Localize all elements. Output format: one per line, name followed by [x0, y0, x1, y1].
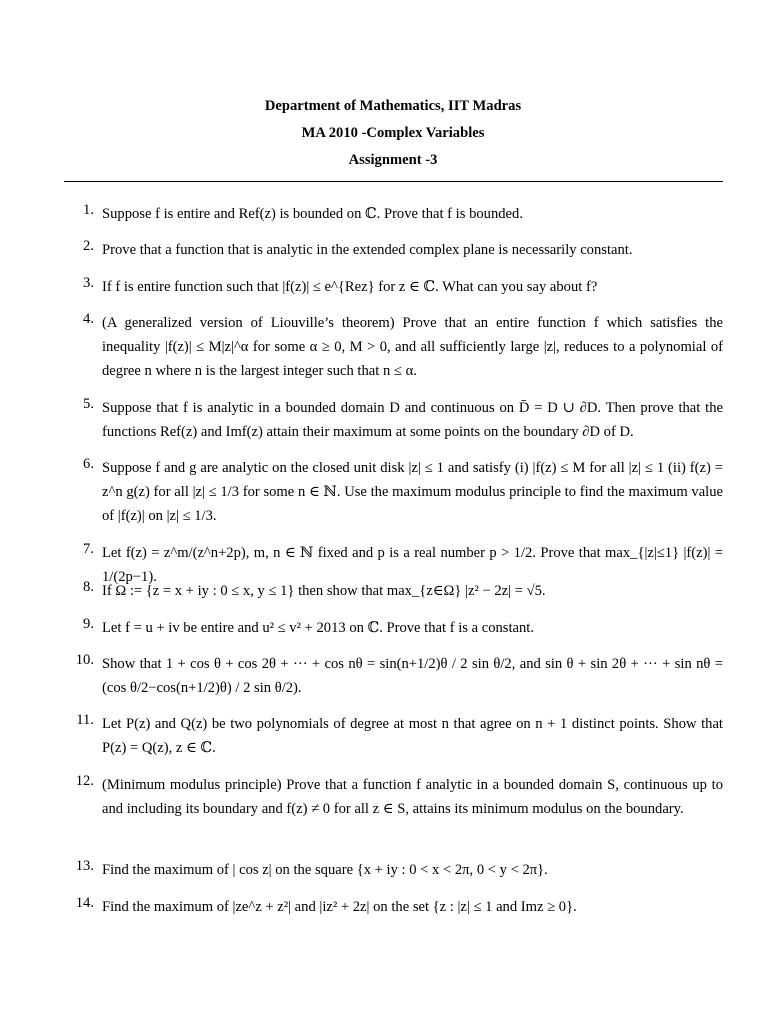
- problem-text: Suppose f is entire and Ref(z) is bounded on ℂ. Prove that f is bounded.: [102, 206, 523, 222]
- problem-item: [72, 396, 723, 444]
- problem-number: 14.: [75, 895, 94, 911]
- problem-text: (Minimum modulus principle) Prove that a function f analytic in a bounded domain S, continuous up to and including its boundary and f(z) ≠ 0 for all z ∈ S, attains its minimum modulus on the boundary.: [102, 777, 723, 817]
- problem-item: [72, 275, 723, 299]
- problem-text: Let f = u + iv be entire and u² ≤ v² + 2013 on ℂ. Prove that f is a constant.: [102, 620, 535, 636]
- problem-text: Let f(z) = z^m/(z^n+2p), m, n ∈ ℕ fixed and p is a real number p > 1/2. Prove that max_{|z|≤1} |f(z)| = 1/(2p−1).: [102, 545, 723, 585]
- header-rule: [64, 181, 723, 182]
- problem-item: [72, 456, 723, 528]
- problem-text: Prove that a function that is analytic in the extended complex plane is necessarily constant.: [102, 242, 633, 258]
- problem-item: [72, 238, 723, 262]
- problem-number: 7.: [83, 541, 94, 557]
- problem-text: Suppose that f is analytic in a bounded domain D and continuous on D̄ = D ∪ ∂D. Then prove that the functions Ref(z) and Imf(z) attain their maximum at some points on the boundary ∂D of D.: [102, 400, 723, 440]
- problem-item: [72, 616, 723, 640]
- problem-number: 10.: [75, 652, 94, 668]
- problem-number: 3.: [83, 275, 94, 291]
- problem-number: 13.: [75, 858, 94, 874]
- department-title: Department of Mathematics, IIT Madras: [264, 98, 522, 114]
- problem-text: Show that 1 + cos θ + cos 2θ + ··· + cos nθ = sin(n+1/2)θ / 2 sin θ/2, and sin θ + sin 2θ + ··· + sin nθ = (cos θ/2−cos(n+1/2)θ) / 2 sin θ/2).: [102, 656, 723, 696]
- problem-number: 2.: [83, 238, 94, 254]
- problem-item: [72, 773, 723, 821]
- problem-text: Find the maximum of | cos z| on the square {x + iy : 0 < x < 2π, 0 < y < 2π}.: [102, 862, 548, 878]
- problem-number: 5.: [83, 396, 94, 412]
- problem-item: [72, 579, 723, 603]
- problem-text: Suppose f and g are analytic on the closed unit disk |z| ≤ 1 and satisfy (i) |f(z) ≤ M for all |z| ≤ 1 (ii) f(z) = z^n g(z) for all |z| ≤ 1/3 for some n ∈ ℕ. Use the maximum modulus principle to find the maximum value of |f(z)| on |z| ≤ 1/3.: [102, 460, 723, 524]
- problem-number: 6.: [83, 456, 94, 472]
- problem-item: [72, 652, 723, 700]
- problem-text: Let P(z) and Q(z) be two polynomials of degree at most n that agree on n + 1 distinct points. Show that P(z) = Q(z), z ∈ ℂ.: [102, 716, 723, 756]
- problem-number: 9.: [83, 616, 94, 632]
- problem-number: 12.: [75, 773, 94, 789]
- problem-number: 8.: [83, 579, 94, 595]
- problem-item: [72, 895, 723, 919]
- problem-item: [72, 712, 723, 760]
- course-title: MA 2010 -Complex Variables: [301, 125, 485, 141]
- problem-text: If Ω := {z = x + iy : 0 ≤ x, y ≤ 1} then show that max_{z∈Ω} |z² − 2z| = √5.: [102, 583, 546, 599]
- problem-text: If f is entire function such that |f(z)| ≤ e^{Rez} for z ∈ ℂ. What can you say about f?: [102, 279, 598, 295]
- assignment-title: Assignment -3: [348, 152, 438, 168]
- problem-text: Find the maximum of |ze^z + z²| and |iz² + 2z| on the set {z : |z| ≤ 1 and Imz ≥ 0}.: [102, 899, 577, 915]
- document-header: [0, 93, 768, 174]
- problem-item: [72, 858, 723, 882]
- problem-number: 4.: [83, 311, 94, 327]
- problem-number: 11.: [76, 712, 94, 728]
- problem-number: 1.: [83, 202, 94, 218]
- problem-item: [72, 311, 723, 383]
- problem-text: (A generalized version of Liouville’s theorem) Prove that an entire function f which satisfies the inequality |f(z)| ≤ M|z|^α for some α ≥ 0, M > 0, and all sufficiently large |z|, reduces to a polynomial of degree n where n is the largest integer such that n ≤ α.: [102, 315, 723, 379]
- problem-item: [72, 202, 723, 226]
